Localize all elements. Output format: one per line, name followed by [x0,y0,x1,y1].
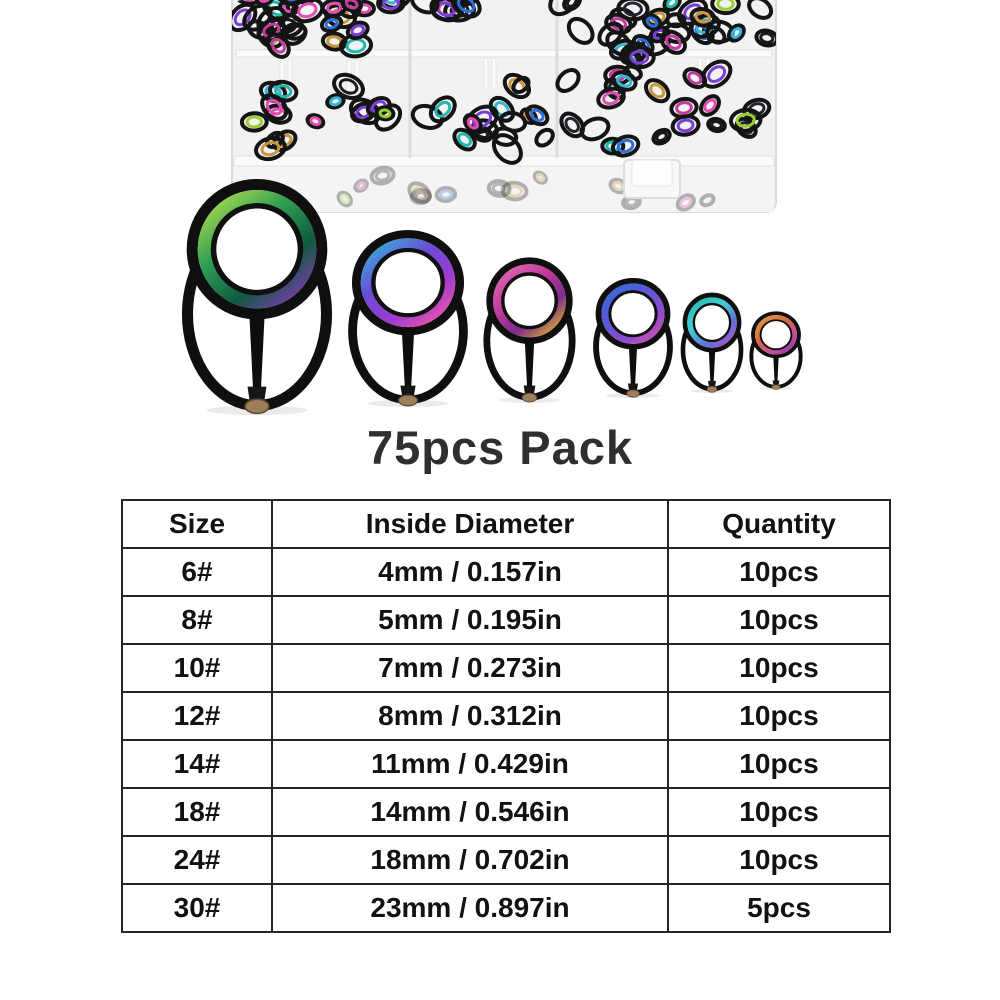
col-header-diameter: Inside Diameter [272,500,668,548]
guide-strut [773,355,779,382]
diameter-cell: 23mm / 0.897in [272,884,668,932]
size-cell: 30# [122,884,272,932]
size-cell: 18# [122,788,272,836]
quantity-cell: 10pcs [668,548,890,596]
table-row [122,740,890,788]
diameter-cell: 14mm / 0.546in [272,788,668,836]
col-header-size: Size [122,500,272,548]
rod-guide-photo-1 [178,175,336,415]
size-cell: 14# [122,740,272,788]
box-latch-inner [632,160,672,186]
guide-foot-tip [627,390,640,397]
table-row [122,548,890,596]
quantity-cell: 5pcs [668,884,890,932]
rod-guide-photo-4 [591,276,675,398]
size-cell: 12# [122,692,272,740]
col-header-quantity: Quantity [668,500,890,548]
rod-guide-photo-6 [748,310,804,390]
quantity-cell: 10pcs [668,788,890,836]
rod-guide-photo-5 [679,291,745,393]
guide-strut [629,344,637,385]
table-row [122,692,890,740]
diameter-cell: 11mm / 0.429in [272,740,668,788]
quantity-cell: 10pcs [668,740,890,788]
pack-title: 75pcs Pack [366,421,634,474]
quantity-cell: 10pcs [668,692,890,740]
quantity-cell: 10pcs [668,836,890,884]
diameter-cell: 18mm / 0.702in [272,836,668,884]
guide-foot-tip [399,395,418,406]
table-header-row [122,500,890,548]
compartment-wall-ridge [236,50,772,57]
diameter-cell: 5mm / 0.195in [272,596,668,644]
table-row [122,788,890,836]
guide-foot-tip [245,399,269,413]
quantity-cell: 10pcs [668,596,890,644]
guide-foot-tip [522,393,537,402]
diameter-cell: 4mm / 0.157in [272,548,668,596]
guide-strut [249,309,265,390]
rod-guide-photo-3 [481,255,578,403]
guide-foot-tip [707,386,717,392]
table-row [122,644,890,692]
guide-strut [402,328,415,388]
size-cell: 8# [122,596,272,644]
quantity-cell: 10pcs [668,644,890,692]
table-row [122,596,890,644]
diameter-cell: 8mm / 0.312in [272,692,668,740]
diameter-cell: 7mm / 0.273in [272,644,668,692]
table-row [122,884,890,932]
spec-table [121,499,891,933]
size-cell: 24# [122,836,272,884]
guide-foot-tip [772,385,780,390]
guide-strut [525,338,535,388]
size-cell: 10# [122,644,272,692]
guide-strut [709,348,716,382]
table-row [122,836,890,884]
rod-guide-photo-2 [345,227,471,407]
size-cell: 6# [122,548,272,596]
